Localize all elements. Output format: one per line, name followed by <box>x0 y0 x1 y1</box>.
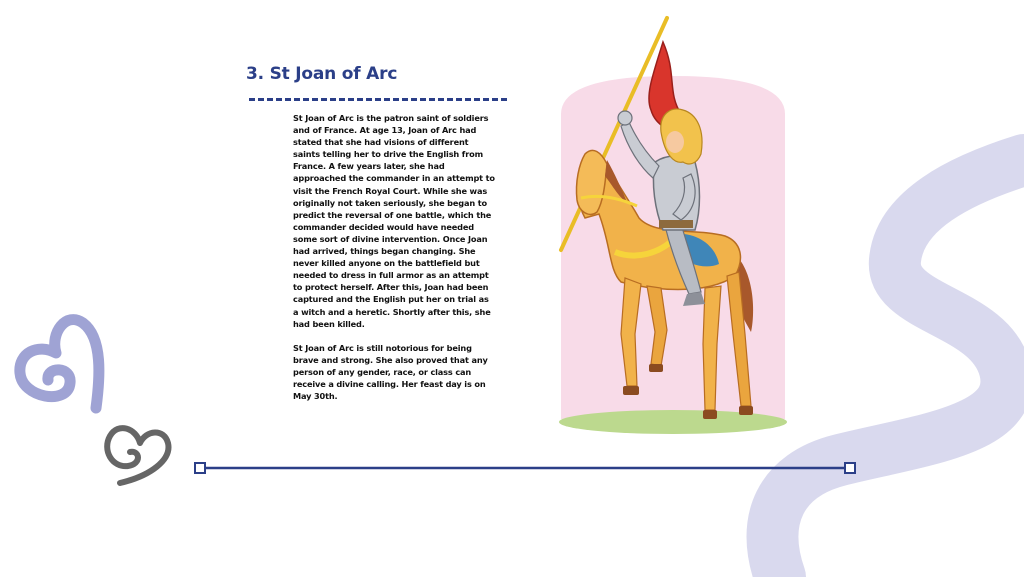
body-text <box>293 112 496 414</box>
paragraph: St Joan of Arc is still notorious for being brave and strong. She also proved that any person of any gender, race, or class can receive a divine calling. Her feast day is on May 30th. <box>293 342 488 402</box>
slide-title: 3. St Joan of Arc <box>246 64 398 84</box>
paragraph: St Joan of Arc is the patron saint of soldiers and of France. At age 13, Joan of Arc had stated that she had visions of different saints telling her to drive the English from France. A few years later, she had approached the commander in an attempt to visit the French Royal Court. While she was originally not taken seriously, she began to predict the reversal of one battle, which the commander decided would have needed some sort of divine intervention. Once Joan had arrived, things began changing. She never killed anyone on the battlefield but needed to dress in full armor as an attempt to protect herself. After this, Joan had been captured and the English put her on trial as a witch and a heretic. Shortly after this, she had been killed. <box>293 113 495 329</box>
joan-of-arc-on-horse-illustration <box>555 14 795 444</box>
purple-heart-doodle <box>8 308 116 420</box>
horizontal-divider <box>192 460 858 476</box>
gray-heart-doodle <box>100 418 176 490</box>
title-dashed-underline <box>249 98 507 101</box>
